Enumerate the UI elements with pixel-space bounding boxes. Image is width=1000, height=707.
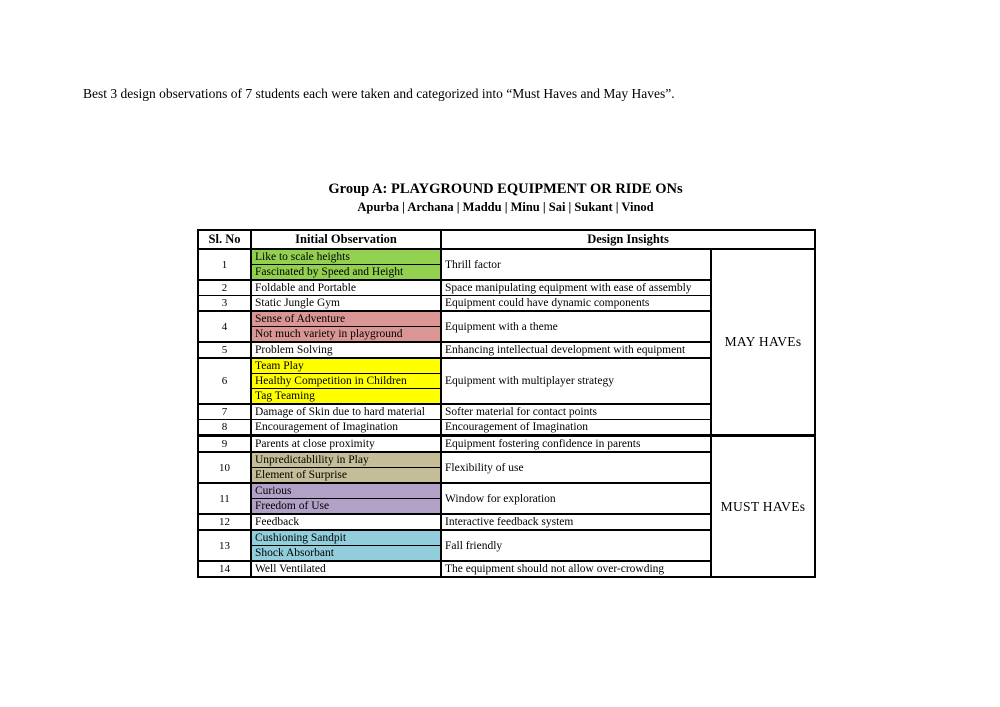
sl-no-cell: 14 <box>198 561 251 577</box>
insight-cell: Space manipulating equipment with ease of assembly <box>441 280 711 296</box>
header-row <box>198 230 815 249</box>
observation-cell: Shock Absorbant <box>251 546 441 562</box>
insight-cell: Equipment with multiplayer strategy <box>441 358 711 404</box>
insight-cell: Equipment with a theme <box>441 311 711 342</box>
observation-cell: Foldable and Portable <box>251 280 441 296</box>
observation-cell: Fascinated by Speed and Height <box>251 265 441 281</box>
sl-no-cell: 1 <box>198 249 251 280</box>
observation-cell: Well Ventilated <box>251 561 441 577</box>
observation-cell: Team Play <box>251 358 441 374</box>
observation-cell: Unpredictablility in Play <box>251 452 441 468</box>
intro-text: Best 3 design observations of 7 students each were taken and categorized into “Must Haves and May Haves”. <box>83 86 675 101</box>
group-members: Apurba | Archana | Maddu | Minu | Sai | Sukant | Vinod <box>357 200 654 214</box>
insight-cell: Fall friendly <box>441 530 711 561</box>
sl-no-cell: 3 <box>198 296 251 312</box>
sl-no-cell: 9 <box>198 436 251 453</box>
insight-cell: The equipment should not allow over-crowding <box>441 561 711 577</box>
sl-no-cell: 4 <box>198 311 251 342</box>
observation-cell: Sense of Adventure <box>251 311 441 327</box>
sl-no-cell: 11 <box>198 483 251 514</box>
observation-cell: Healthy Competition in Children <box>251 374 441 389</box>
observation-cell: Not much variety in playground <box>251 327 441 343</box>
sl-no-cell: 13 <box>198 530 251 561</box>
group-title-block <box>197 181 814 215</box>
observation-cell: Like to scale heights <box>251 249 441 265</box>
observation-cell: Static Jungle Gym <box>251 296 441 312</box>
insight-cell: Softer material for contact points <box>441 404 711 420</box>
insight-cell: Thrill factor <box>441 249 711 280</box>
sl-no-cell: 5 <box>198 342 251 358</box>
observation-cell: Element of Surprise <box>251 468 441 484</box>
insight-cell: Flexibility of use <box>441 452 711 483</box>
observation-cell: Parents at close proximity <box>251 436 441 453</box>
observation-cell: Curious <box>251 483 441 499</box>
col-header-initial-observation: Initial Observation <box>251 230 441 249</box>
observation-cell: Tag Teaming <box>251 389 441 405</box>
col-header-design-insights: Design Insights <box>441 230 815 249</box>
observation-cell: Problem Solving <box>251 342 441 358</box>
table-row <box>198 249 815 265</box>
insight-cell: Equipment could have dynamic components <box>441 296 711 312</box>
table-row <box>198 436 815 453</box>
insight-cell: Window for exploration <box>441 483 711 514</box>
observation-cell: Encouragement of Imagination <box>251 420 441 436</box>
sl-no-cell: 2 <box>198 280 251 296</box>
sl-no-cell: 10 <box>198 452 251 483</box>
insight-cell: Encouragement of Imagination <box>441 420 711 436</box>
insight-cell: Equipment fostering confidence in parents <box>441 436 711 453</box>
sl-no-cell: 8 <box>198 420 251 436</box>
observations-table <box>197 229 816 578</box>
sl-no-cell: 7 <box>198 404 251 420</box>
sl-no-cell: 12 <box>198 514 251 530</box>
observation-cell: Freedom of Use <box>251 499 441 515</box>
col-header-sl-no: Sl. No <box>198 230 251 249</box>
may-haves-label: MAY HAVEs <box>711 249 815 436</box>
insight-cell: Interactive feedback system <box>441 514 711 530</box>
group-title: Group A: PLAYGROUND EQUIPMENT OR RIDE ONs <box>328 181 683 197</box>
sl-no-cell: 6 <box>198 358 251 404</box>
observation-cell: Cushioning Sandpit <box>251 530 441 546</box>
must-haves-label: MUST HAVEs <box>711 436 815 578</box>
observation-cell: Damage of Skin due to hard material <box>251 404 441 420</box>
insight-cell: Enhancing intellectual development with equipment <box>441 342 711 358</box>
observation-cell: Feedback <box>251 514 441 530</box>
